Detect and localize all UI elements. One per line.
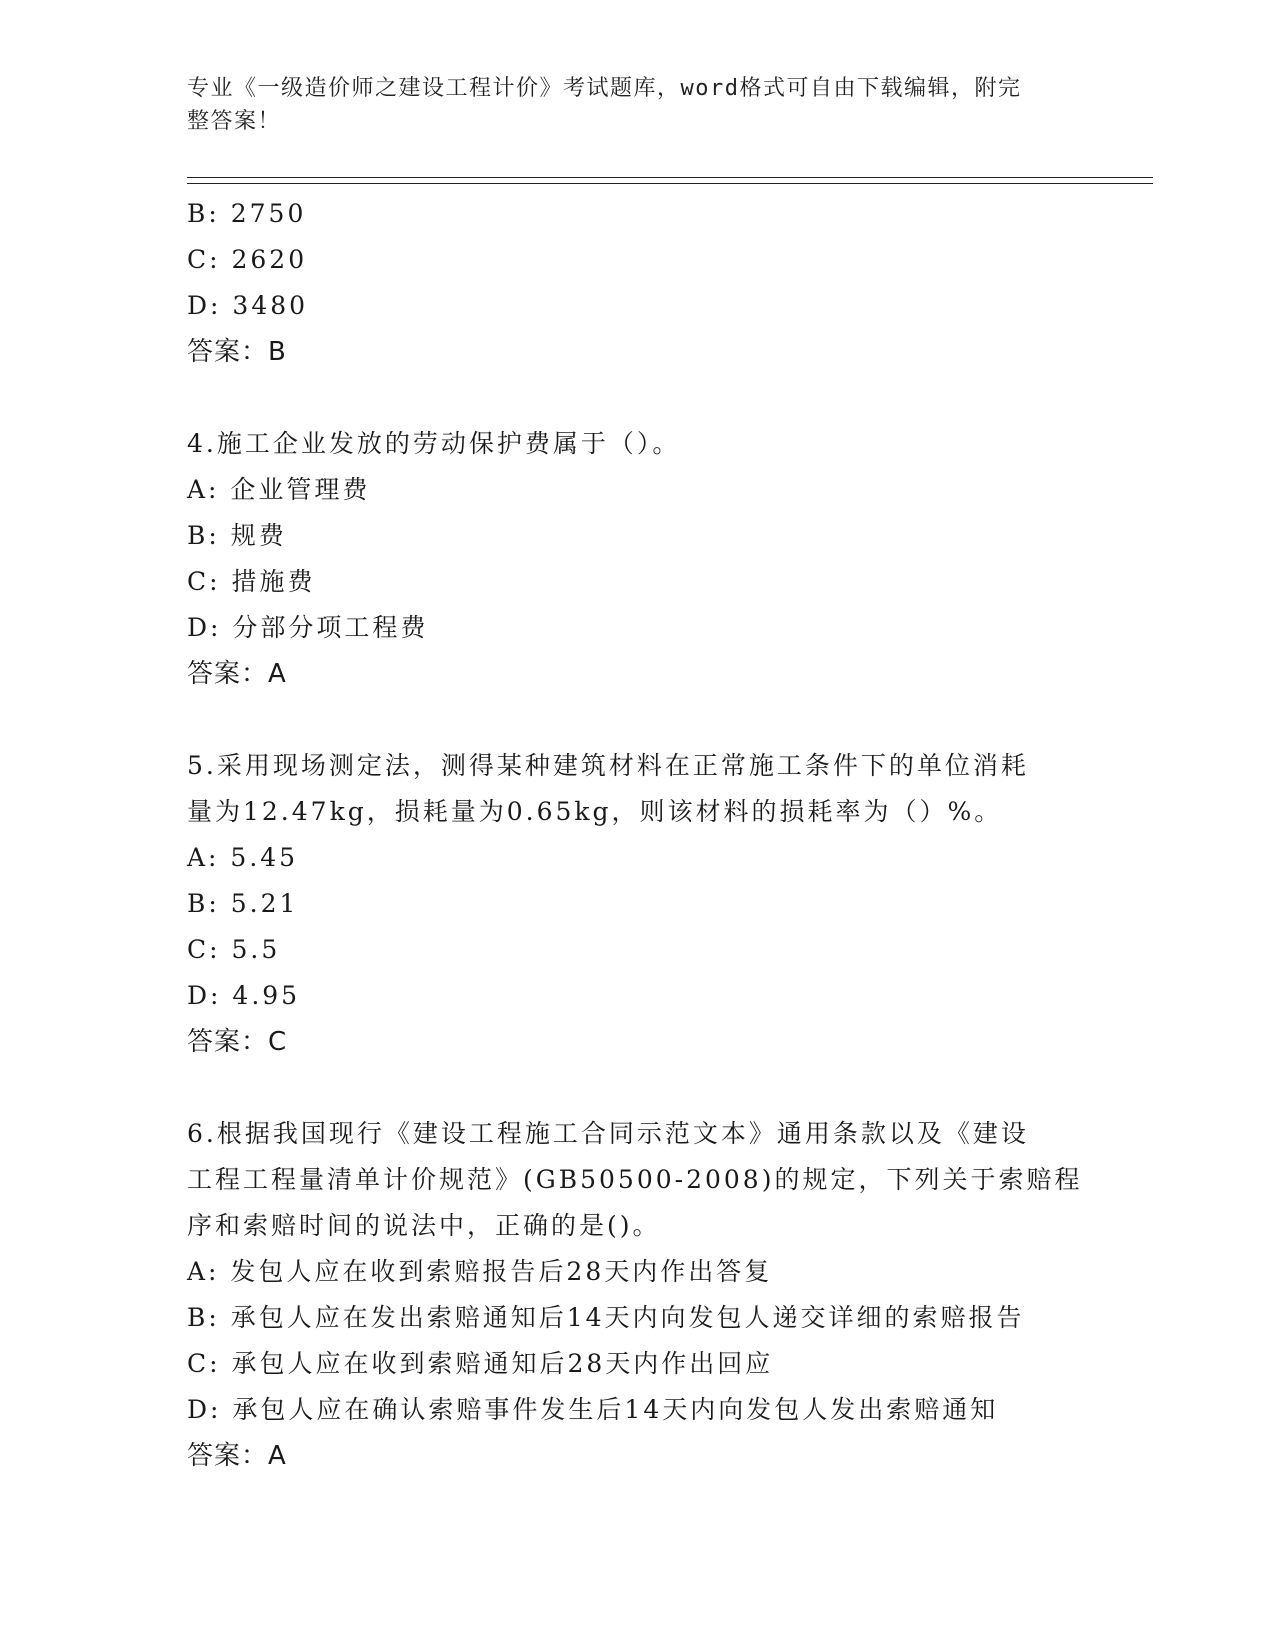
option-c: C: 2620 [187,245,308,274]
answer-label: 答案：A [187,1441,287,1471]
option-a: A: 企业管理费 [187,475,371,504]
option-b: B: 2750 [187,199,307,228]
question-block-4 [187,421,1087,697]
header-rule-bottom [187,183,1153,184]
question-stem: 6.根据我国现行《建设工程施工合同示范文本》通用条款以及《建设 [187,1119,1029,1148]
question-block-6 [187,1111,1087,1479]
spacer [187,375,1087,421]
option-c: C: 承包人应在收到索赔通知后28天内作出回应 [187,1349,774,1378]
option-c: C: 5.5 [187,935,281,964]
question-stem: 量为12.47kg，损耗量为0.65kg，则该材料的损耗率为（）%。 [187,797,1003,826]
question-stem: 工程工程量清单计价规范》(GB50500-2008)的规定，下列关于索赔程 [187,1165,1083,1194]
document-header [187,72,1067,138]
option-a: A: 发包人应在收到索赔报告后28天内作出答复 [187,1257,773,1286]
question-block-3 [187,191,1087,375]
option-b: B: 规费 [187,521,287,550]
answer-label: 答案：C [187,1027,288,1057]
option-d: D: 3480 [187,291,309,320]
question-stem: 序和索赔时间的说法中，正确的是()。 [187,1211,661,1240]
answer-label: 答案：B [187,337,287,367]
option-d: D: 承包人应在确认索赔事件发生后14天内向发包人发出索赔通知 [187,1395,999,1424]
option-b: B: 5.21 [187,889,299,918]
header-rule-top [187,177,1153,178]
option-d: D: 4.95 [187,981,301,1010]
answer-label: 答案：A [187,659,287,689]
question-stem: 5.采用现场测定法，测得某种建筑材料在正常施工条件下的单位消耗 [187,751,1029,780]
question-list [187,191,1087,1479]
header-line-1: 专业《一级造价师之建设工程计价》考试题库，word格式可自由下载编辑，附完 [187,76,1022,101]
option-d: D: 分部分项工程费 [187,613,429,642]
spacer [187,1065,1087,1111]
option-b: B: 承包人应在发出索赔通知后14天内向发包人递交详细的索赔报告 [187,1303,1025,1332]
question-block-5 [187,743,1087,1065]
header-line-2: 整答案！ [187,109,282,134]
spacer [187,697,1087,743]
option-a: A: 5.45 [187,843,299,872]
question-stem: 4.施工企业发放的劳动保护费属于（）。 [187,429,681,458]
option-c: C: 措施费 [187,567,316,596]
